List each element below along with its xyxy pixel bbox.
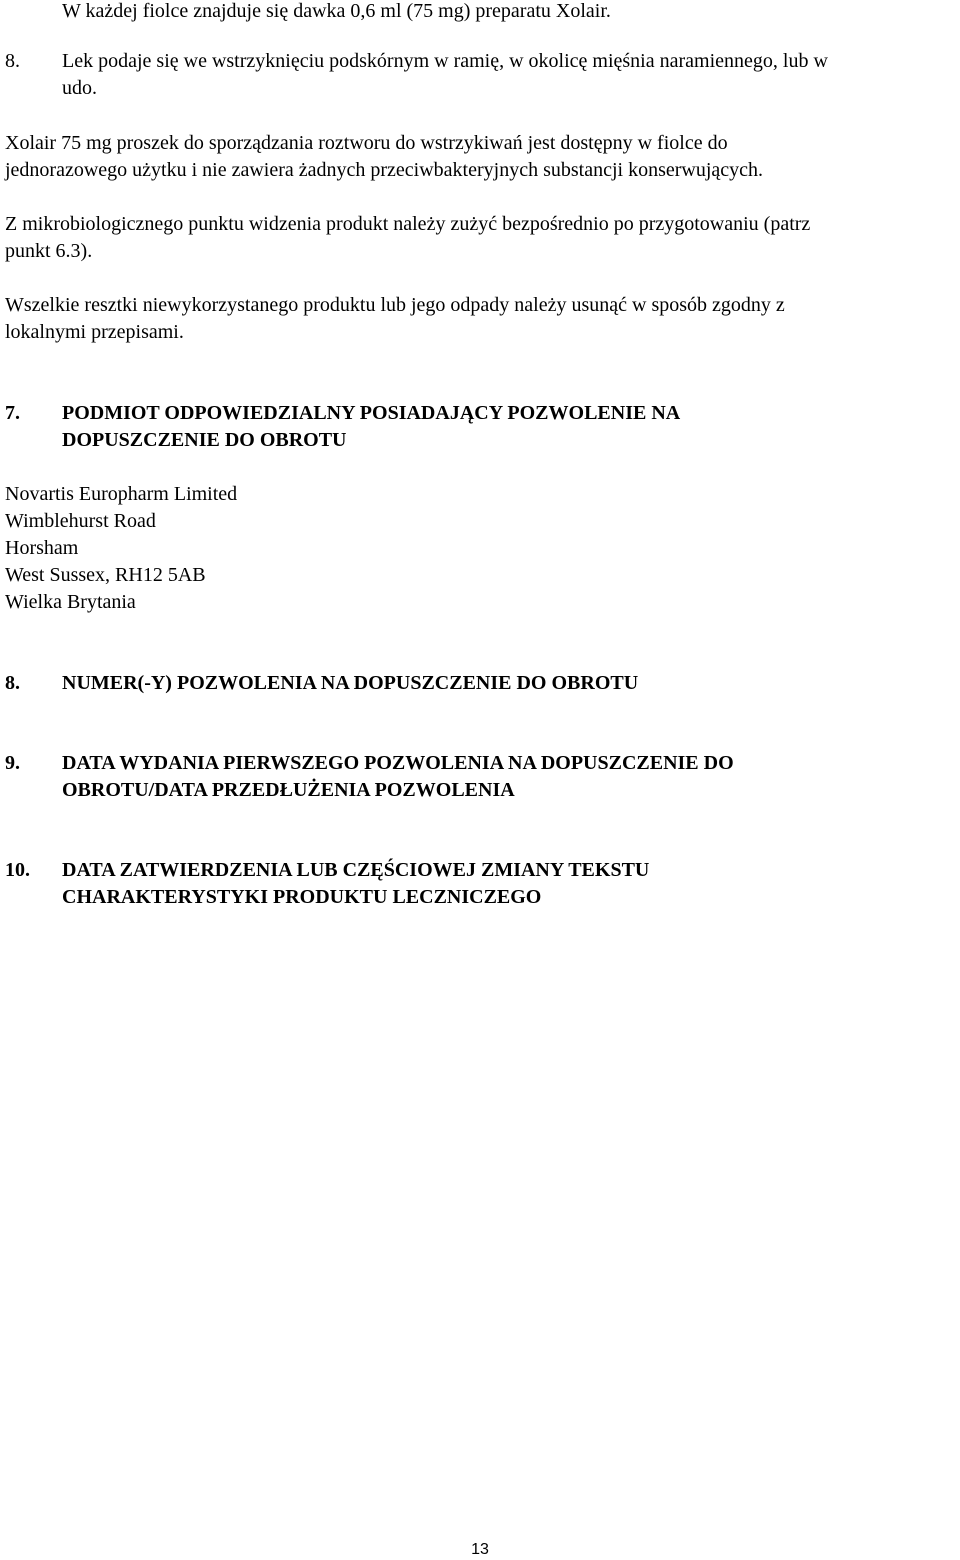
section-9-number: 9.: [5, 752, 20, 774]
section-10-title-line1: DATA ZATWIERDZENIA LUB CZĘŚCIOWEJ ZMIANY TEKSTU: [62, 859, 650, 881]
paragraph-1-line1: Xolair 75 mg proszek do sporządzania roztworu do wstrzykiwań jest dostępny w fiolce do: [5, 132, 728, 154]
paragraph-2-line1: Z mikrobiologicznego punktu widzenia produkt należy zużyć bezpośrednio po przygotowaniu (patrz: [5, 213, 811, 235]
address-line: West Sussex, RH12 5AB: [5, 564, 206, 586]
paragraph-1-line2: jednorazowego użytku i nie zawiera żadnych przeciwbakteryjnych substancji konserwujących.: [5, 159, 764, 181]
address-line: Novartis Europharm Limited: [5, 483, 238, 505]
section-9-title-line2: OBROTU/DATA PRZEDŁUŻENIA POZWOLENIA: [62, 779, 515, 801]
section-9-title-line1: DATA WYDANIA PIERWSZEGO POZWOLENIA NA DOPUSZCZENIE DO: [62, 752, 734, 774]
section-7-title-line2: DOPUSZCZENIE DO OBROTU: [62, 429, 347, 451]
page-number: 13: [471, 1541, 489, 1558]
section-7-number: 7.: [5, 402, 20, 424]
paragraph-2-line2: punkt 6.3).: [5, 240, 93, 262]
item-8-text-line1: Lek podaje się we wstrzyknięciu podskórnym w ramię, w okolicę mięśnia naramiennego, lub w: [62, 50, 828, 72]
address-line: Wimblehurst Road: [5, 510, 156, 532]
section-7-title-line1: PODMIOT ODPOWIEDZIALNY POSIADAJĄCY POZWOLENIE NA: [62, 402, 681, 424]
paragraph-3-line1: Wszelkie resztki niewykorzystanego produktu lub jego odpady należy usunąć w sposób zgodny z: [5, 294, 785, 316]
intro-line: W każdej fiolce znajduje się dawka 0,6 ml (75 mg) preparatu Xolair.: [62, 0, 611, 22]
address-line: Wielka Brytania: [5, 591, 136, 613]
address-line: Horsham: [5, 537, 79, 559]
section-8-title: NUMER(-Y) POZWOLENIA NA DOPUSZCZENIE DO OBROTU: [62, 672, 639, 694]
section-8-number: 8.: [5, 672, 20, 694]
section-10-number: 10.: [5, 859, 30, 881]
item-8-number: 8.: [5, 50, 20, 72]
paragraph-3-line2: lokalnymi przepisami.: [5, 321, 184, 343]
section-10-title-line2: CHARAKTERYSTYKI PRODUKTU LECZNICZEGO: [62, 886, 542, 908]
item-8-text-line2: udo.: [62, 77, 97, 99]
